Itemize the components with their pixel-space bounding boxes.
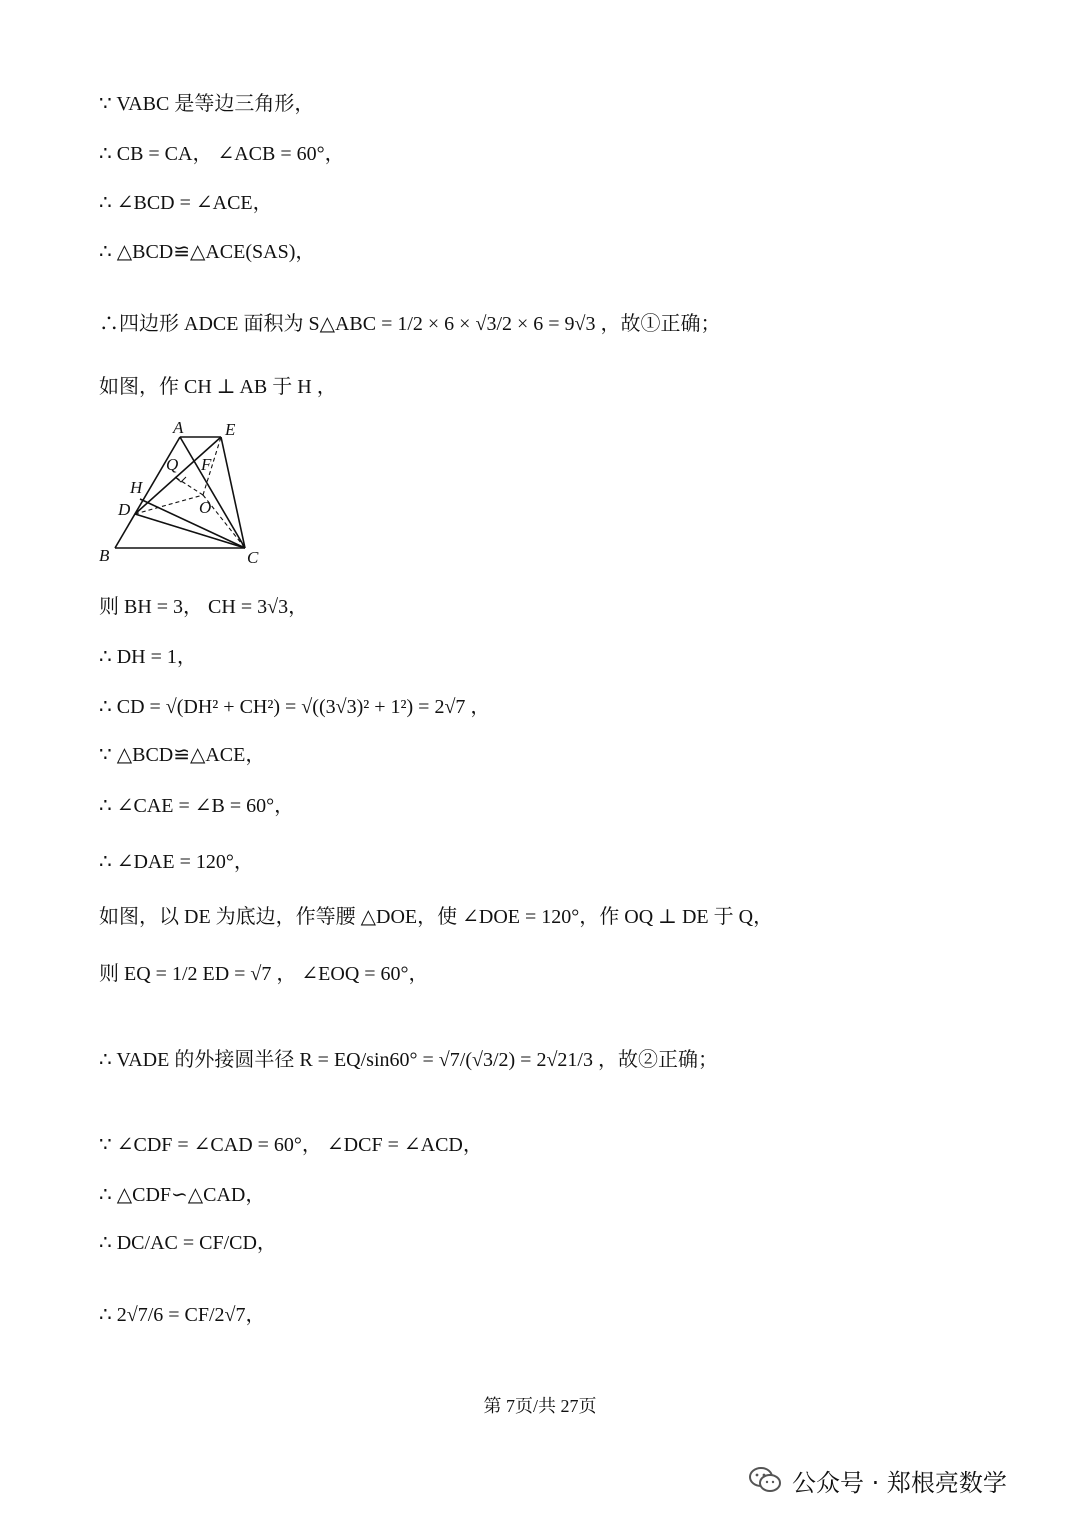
watermark [748,1460,1058,1500]
text-line-8: ∴ DH = 1， [99,646,197,668]
text-line-9: ∴ CD = √(DH² + CH²) = √((3√3)² + 1²) = 2√7 ， [99,696,491,718]
label-F: F [201,455,212,474]
label-A: A [173,418,184,437]
watermark-text: 公众号 · 郑根亮数学 [792,1468,1007,1497]
label-D: D [118,500,131,519]
label-C: C [247,548,259,567]
page-footer: 第 7页/共 27页 [483,1396,597,1416]
dashed-OQ [175,477,203,495]
edge-AB [115,437,180,548]
text-line-7: 则 BH = 3， CH = 3√3， [99,596,309,618]
text-line-16: ∵ ∠CDF = ∠CAD = 60°， ∠DCF = ∠ACD， [99,1134,483,1156]
text-line-6: 如图，作 CH ⊥ AB 于 H ， [99,376,337,398]
text-line-18: ∴ DC/AC = CF/CD， [99,1232,277,1254]
text-line-2: ∴ CB = CA， ∠ACB = 60°， [99,143,345,165]
text-line-11: ∴ ∠CAE = ∠B = 60°， [99,795,295,817]
text-line-10: ∵ △BCD≌△ACE， [99,744,266,766]
edge-EC [221,437,245,548]
text-line-17: ∴ △CDF∽△CAD， [99,1184,266,1206]
right-angle-mark [175,477,186,482]
text-line-19: ∴ 2√7/6 = CF/2√7， [99,1304,266,1326]
label-B: B [99,546,110,565]
label-Q: Q [166,455,179,474]
text-line-14: 则 EQ = 1/2 ED = √7 ， ∠EOQ = 60°， [99,963,429,985]
text-line-15: ∴ VADE 的外接圆半径 R = EQ/sin60° = √7/(√3/2) = 2√21/3 ，故②正确； [99,1049,718,1071]
text-line-3: ∴ ∠BCD = ∠ACE， [99,192,273,214]
text-line-13: 如图，以 DE 为底边，作等腰 △DOE，使 ∠DOE = 120°，作 OQ ⊥ DE 于 Q， [99,906,774,928]
edge-CH [140,499,245,548]
text-line-1: ∵ VABC 是等边三角形， [99,93,315,115]
text-line-12: ∴ ∠DAE = 120°， [99,851,254,873]
label-E: E [225,420,236,439]
label-H: H [130,478,143,497]
wechat-icon [748,1466,782,1494]
text-line-4: ∴ △BCD≌△ACE(SAS)， [99,241,316,263]
geometry-figure [95,415,275,570]
text-line-5: ∴四边形 ADCE 面积为 S△ABC = 1/2 × 6 × √3/2 × 6 = 9√3 ，故①正确； [99,313,721,335]
label-O: O [199,498,212,517]
